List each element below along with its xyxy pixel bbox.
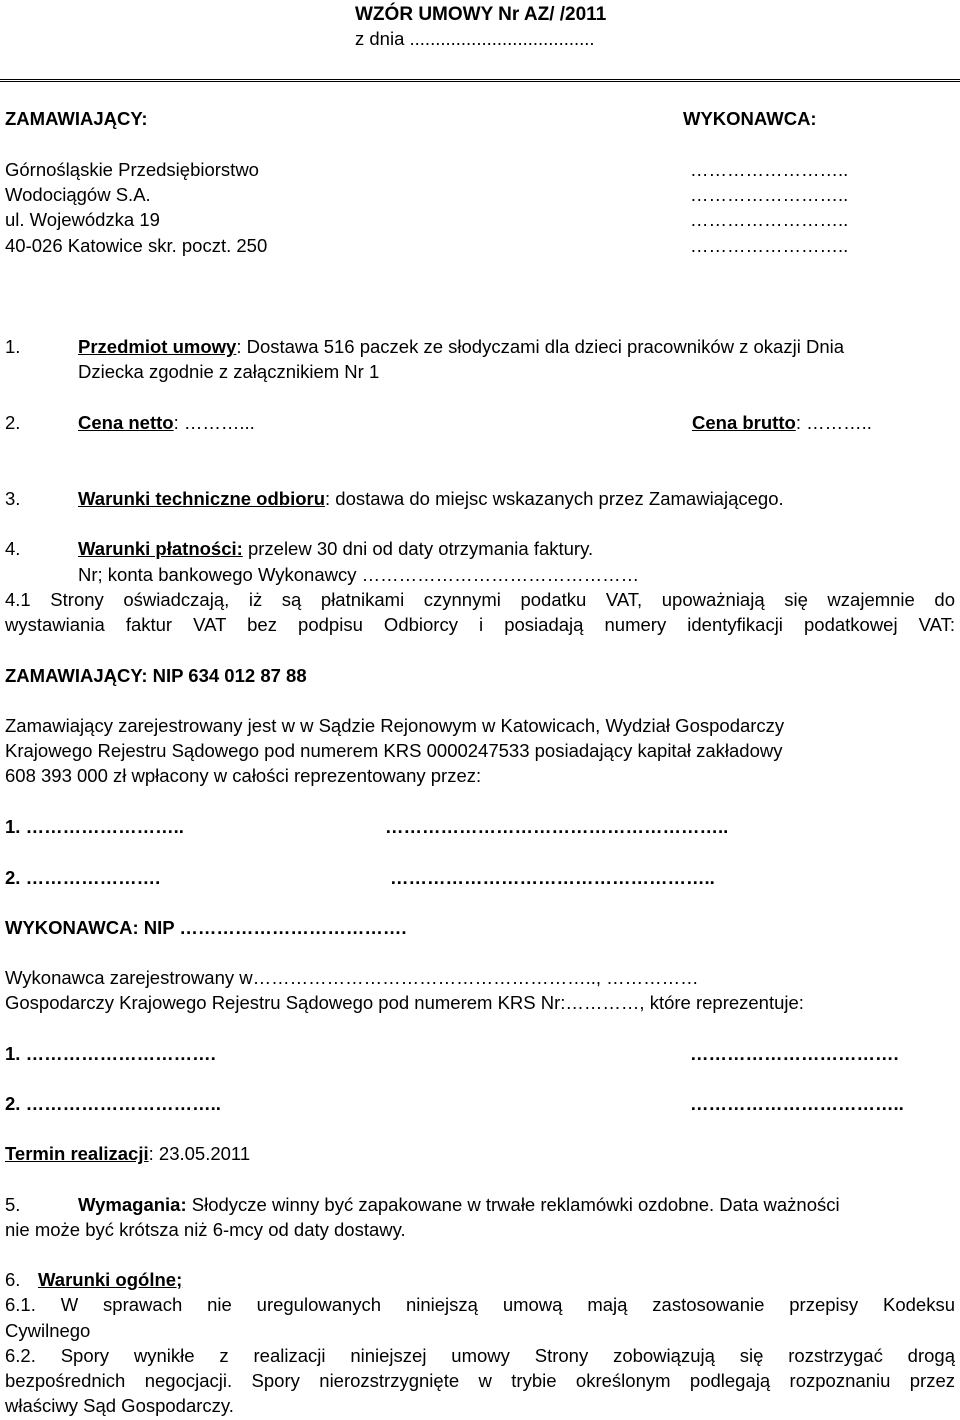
- termin-value: : 23.05.2011: [148, 1143, 251, 1164]
- zam-nip-value: : NIP 634 012 87 88: [141, 665, 307, 686]
- wyk-nip-line: [5, 919, 407, 938]
- brutto-value: : ………..: [795, 412, 872, 433]
- s6-number: 6.: [5, 1269, 21, 1290]
- termin-line: [5, 1145, 250, 1164]
- wykonawca-line: ……………………..: [690, 209, 849, 230]
- zam-registration: Krajowego Rejestru Sądowego pod numerem KRS 0000247533 posiadający kapitał zakładowy: [5, 740, 783, 761]
- zamawiajacy-label: ZAMAWIAJĄCY:: [5, 108, 148, 129]
- netto-value: : ………...: [173, 412, 255, 433]
- p41-line: wystawiania faktur VAT bez podpisu Odbiorcy i posiadają numery identyfikacji podatkowej VAT:: [5, 614, 955, 635]
- p41-line: 4.1 Strony oświadczają, iż są płatnikami czynnymi podatku VAT, upoważniają się wzajemnie do: [5, 589, 955, 610]
- wyk-nip-label: WYKONAWCA: [5, 917, 133, 938]
- p61-line: 6.1. W sprawach nie uregulowanych niniejszą umową mają zastosowanie przepisy Kodeksu: [5, 1294, 955, 1315]
- s1-number: 1.: [5, 336, 21, 357]
- s3-line: [78, 490, 784, 509]
- bank-account: Nr; konta bankowego Wykonawcy ………………………………………: [78, 564, 640, 585]
- s4-number: 4.: [5, 538, 21, 559]
- s6-label-wrap: [38, 1271, 182, 1290]
- s1-line: [78, 338, 844, 357]
- s1-text: : Dostawa 516 paczek ze słodyczami dla dzieci pracowników z okazji Dnia: [236, 336, 845, 357]
- s1-label: Przedmiot umowy: [78, 336, 237, 357]
- zamawiajacy-line: 40-026 Katowice skr. poczt. 250: [5, 235, 268, 256]
- zamawiajacy-line: Górnośląskie Przedsiębiorstwo: [5, 159, 259, 180]
- wykonawca-line: ……………………..: [690, 184, 849, 205]
- s5-text-cont: nie może być krótsza niż 6-mcy od daty dostawy.: [5, 1219, 406, 1240]
- s1-text-cont: Dziecka zgodnie z załącznikiem Nr 1: [78, 361, 380, 382]
- wyk-registration: Gospodarczy Krajowego Rejestru Sądowego pod numerem KRS Nr:…………, które reprezentuje:: [5, 992, 804, 1013]
- zam-rep-1-sign: ………………………………………………..: [385, 816, 729, 837]
- brutto-label: Cena brutto: [692, 412, 796, 433]
- zam-registration: Zamawiający zarejestrowany jest w w Sądzie Rejonowym w Katowicach, Wydział Gospodarczy: [5, 715, 785, 736]
- termin-label: Termin realizacji: [5, 1143, 149, 1164]
- zam-rep-2: 2. ………………….: [5, 867, 161, 888]
- s3-text: : dostawa do miejsc wskazanych przez Zamawiającego.: [325, 488, 784, 509]
- s5-label: Wymagania:: [78, 1194, 187, 1215]
- zam-rep-1: 1. ……………………..: [5, 816, 184, 837]
- zamawiajacy-line: ul. Wojewódzka 19: [5, 209, 160, 230]
- s4-text: przelew 30 dni od daty otrzymania faktury.: [242, 538, 594, 559]
- contract-date: z dnia ....................................: [355, 28, 595, 49]
- wyk-rep-2: 2. …………………………..: [5, 1093, 221, 1114]
- s5-line: [78, 1196, 840, 1215]
- wyk-nip-value: : NIP ……………………………….: [132, 917, 407, 938]
- netto-label: Cena netto: [78, 412, 174, 433]
- wyk-rep-1-sign: …………………………….: [690, 1043, 899, 1064]
- p62-line-end: właściwy Sąd Gospodarczy.: [5, 1395, 234, 1416]
- zam-nip-line: [5, 667, 307, 686]
- zam-rep-2-sign: ……………………………………………..: [390, 867, 715, 888]
- s4-line: [78, 540, 593, 559]
- s6-label: Warunki ogólne;: [38, 1269, 183, 1290]
- s2-brutto: [692, 414, 872, 433]
- wykonawca-label: WYKONAWCA:: [683, 108, 817, 129]
- header-divider: [0, 79, 960, 82]
- wykonawca-line: ……………………..: [690, 235, 849, 256]
- wyk-rep-2-sign: ……………………………..: [690, 1093, 904, 1114]
- wyk-registration: Wykonawca zarejestrowany w……………………………………………….., ……………: [5, 967, 699, 988]
- contract-title: WZÓR UMOWY Nr AZ/ /2011: [355, 4, 607, 25]
- s2-netto: [78, 414, 255, 433]
- p62-line: 6.2. Spory wynikłe z realizacji niniejszej umowy Strony zobowiązują się rozstrzygać drogą: [5, 1345, 955, 1366]
- wykonawca-line: ……………………..: [690, 159, 849, 180]
- s5-text: Słodycze winny być zapakowane w trwałe reklamówki ozdobne. Data ważności: [186, 1194, 840, 1215]
- s5-number: 5.: [5, 1194, 21, 1215]
- s4-label: Warunki płatności:: [78, 538, 243, 559]
- p61-line-end: Cywilnego: [5, 1320, 91, 1341]
- p62-line: bezpośrednich negocjacji. Spory nierozstrzygnięte w trybie określonym podlegają rozpoznaniu przez: [5, 1370, 955, 1391]
- zamawiajacy-line: Wodociągów S.A.: [5, 184, 151, 205]
- s3-number: 3.: [5, 488, 21, 509]
- s2-number: 2.: [5, 412, 21, 433]
- s3-label: Warunki techniczne odbioru: [78, 488, 326, 509]
- zam-registration: 608 393 000 zł wpłacony w całości reprezentowany przez:: [5, 765, 482, 786]
- wyk-rep-1: 1. ………………………….: [5, 1043, 216, 1064]
- zam-nip-label: ZAMAWIAJĄCY: [5, 665, 142, 686]
